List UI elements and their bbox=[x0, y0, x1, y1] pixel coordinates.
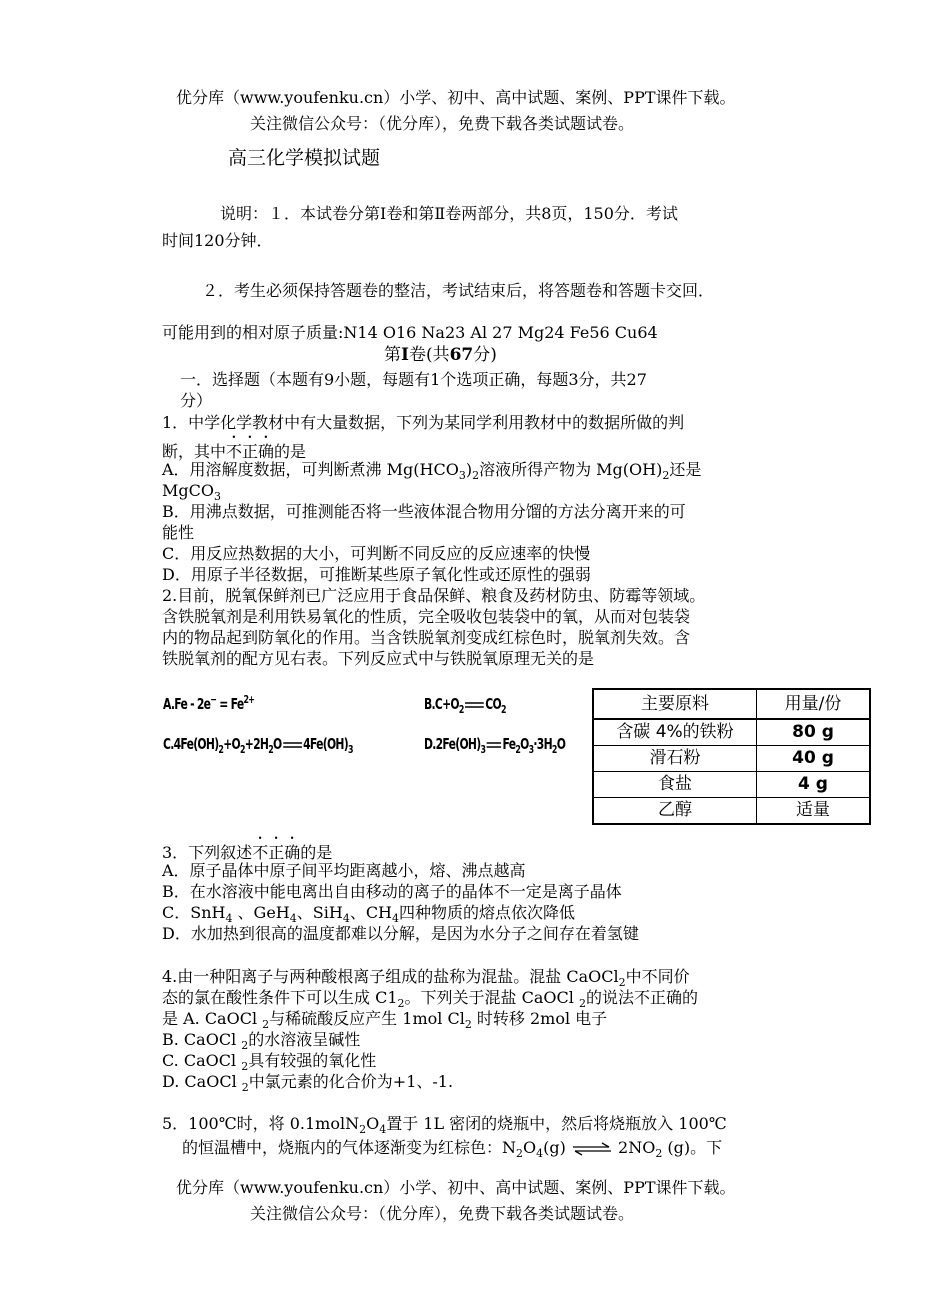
q3-option-a: A．原子晶体中原子间平均距离越小，熔、沸点越高 bbox=[162, 861, 526, 880]
emphasis-not-correct: 不正确 bbox=[226, 442, 275, 461]
q1-option-a: A．用溶解度数据，可判断煮沸 $Mg(HCO_3)_2$溶液所得产物为 $Mg(OH)_2$还是 bbox=[162, 460, 702, 483]
table-header-row bbox=[593, 689, 870, 719]
emphasis-not-correct: 不正确 bbox=[252, 843, 301, 862]
part-1-heading: 第I卷(共67分) bbox=[384, 345, 497, 365]
table-cell-material: 滑石粉 bbox=[593, 746, 757, 772]
table-header-material: 主要原料 bbox=[593, 689, 757, 719]
q3-stem: 3．下列叙述不正确的是 bbox=[162, 843, 333, 862]
table-cell-material: 乙醇 bbox=[593, 798, 757, 825]
note-1-cont: 时间120分钟． bbox=[162, 231, 273, 250]
q1-stem: 1．中学化学教材中有大量数据，下列为某同学利用教材中的数据所做的判 bbox=[162, 413, 685, 432]
q2-option-b: $B.C+O_2$ $CO_2$ bbox=[424, 695, 506, 716]
reversible-arrow-icon bbox=[571, 1142, 613, 1156]
q1-stem-cont: 断，其中不正确的是 bbox=[162, 442, 307, 461]
q1-option-a-cont: MgCO$_3$ bbox=[162, 481, 221, 504]
q2-stem-2: 含铁脱氧剂是利用铁易氧化的性质，完全吸收包装袋中的氧，从而对包装袋 bbox=[162, 607, 691, 626]
table-cell-amount: 40 g bbox=[757, 746, 871, 772]
q5-stem-1: 5．100℃时，将 $0.1molN_2O_4$置于 1L 密闭的烧瓶中，然后将烧瓶放入 100℃ bbox=[162, 1114, 727, 1137]
note-1: 说明：１．本试卷分第Ⅰ卷和第Ⅱ卷两部分，共8页，150分．考试 bbox=[220, 204, 678, 223]
q4-stem-1: 4.由一种阳离子与两种酸根离子组成的盐称为混盐。混盐 CaOCl$_2$中不同价 bbox=[162, 967, 690, 990]
equals-sign-icon bbox=[485, 740, 502, 750]
q2-option-d: $D.2Fe(OH)_3$ $Fe_2O_3\cdot 3H_2O$ bbox=[424, 735, 566, 756]
page-title: 高三化学模拟试题 bbox=[228, 147, 381, 169]
table-row bbox=[593, 798, 870, 825]
section-1-heading-cont: 分） bbox=[180, 391, 213, 410]
table-cell-amount: 4 g bbox=[757, 772, 871, 798]
q2-stem-3: 内的物品起到防氧化的作用。当含铁脱氧剂变成红棕色时，脱氧剂失效。含 bbox=[162, 628, 691, 647]
footer-line-1: 优分库（www.youfenku.cn）小学、初中、高中试题、案例、PPT课件下载。 bbox=[176, 1178, 736, 1197]
q4-stem-2: 态的氯在酸性条件下可以生成 $C1_2$。下列关于混盐 CaOCl $_2$的说法不正确的 bbox=[162, 988, 698, 1011]
q3-option-b: B．在水溶液中能电离出自由移动的离子的晶体不一定是离子晶体 bbox=[162, 882, 622, 901]
table-cell-amount: 适量 bbox=[757, 798, 871, 825]
table-cell-amount: 80 g bbox=[757, 719, 871, 746]
table-row bbox=[593, 719, 870, 746]
header-line-1: 优分库（www.youfenku.cn）小学、初中、高中试题、案例、PPT课件下载。 bbox=[176, 88, 736, 107]
q5-stem-2: 的恒温槽中，烧瓶内的气体逐渐变为红棕色：$N_2O_4(g)$ $2NO_2$ (g)。下 bbox=[182, 1138, 723, 1161]
table-cell-material: 含碳 4%的铁粉 bbox=[593, 719, 757, 746]
table-cell-material: 食盐 bbox=[593, 772, 757, 798]
q2-stem-4: 铁脱氧剂的配方见右表。下列反应式中与铁脱氧原理无关的是 bbox=[162, 649, 595, 668]
q4-option-d: D. CaOCl $_2$中氯元素的化合价为+1、-1. bbox=[162, 1072, 454, 1095]
section-1-heading: 一．选择题（本题有9小题，每题有1个选项正确，每题3分，共27 bbox=[180, 370, 647, 389]
q1-option-c: C．用反应热数据的大小，可判断不同反应的反应速率的快慢 bbox=[162, 544, 591, 563]
header-line-2: 关注微信公众号：（优分库），免费下载各类试题试卷。 bbox=[250, 114, 635, 133]
footer-line-2: 关注微信公众号：（优分库），免费下载各类试题试卷。 bbox=[250, 1204, 635, 1223]
q4-option-b: B. CaOCl $_2$的水溶液呈碱性 bbox=[162, 1030, 361, 1053]
q1-option-b-cont: 能性 bbox=[162, 523, 195, 542]
q1-option-b: B．用沸点数据，可推测能否将一些液体混合物用分馏的方法分离开来的可 bbox=[162, 502, 686, 521]
equals-sign-icon bbox=[464, 700, 486, 710]
q2-option-c: $C.4Fe(OH)_2+O_2+2H_2O$ $4Fe(OH)_3$ bbox=[163, 735, 353, 756]
deoxidizer-formula-table bbox=[592, 688, 871, 825]
q4-option-a: 是 A. CaOCl $_2$与稀硫酸反应产生 1mol $Cl_2$ 时转移 2mol 电子 bbox=[162, 1009, 608, 1032]
table-row bbox=[593, 772, 870, 798]
atomic-masses: 可能用到的相对原子质量:N14 O16 Na23 Al 27 Mg24 Fe56 Cu64 bbox=[162, 323, 658, 342]
table-header-amount: 用量/份 bbox=[757, 689, 871, 719]
table-row bbox=[593, 746, 870, 772]
q3-option-d: D．水加热到很高的温度都难以分解，是因为水分子之间存在着氢键 bbox=[162, 924, 639, 943]
q2-option-a: $A.Fe - 2e^- = Fe^{2+}$ bbox=[163, 693, 255, 713]
q4-option-c: C. CaOCl $_2$具有较强的氧化性 bbox=[162, 1051, 377, 1074]
q2-stem-1: 2.目前，脱氧保鲜剂已广泛应用于食品保鲜、粮食及药材防虫、防霉等领域。 bbox=[162, 586, 706, 605]
q1-option-d: D．用原子半径数据，可推断某些原子氧化性或还原性的强弱 bbox=[162, 565, 591, 584]
q3-option-c: C．SnH$_4$ 、GeH$_4$、SiH$_4$、$CH_4$四种物质的熔点依次降低 bbox=[162, 903, 576, 926]
note-2: ２．考生必须保持答题卷的整洁，考试结束后，将答题卷和答题卡交回． bbox=[202, 281, 715, 300]
equals-sign-icon bbox=[282, 740, 304, 750]
